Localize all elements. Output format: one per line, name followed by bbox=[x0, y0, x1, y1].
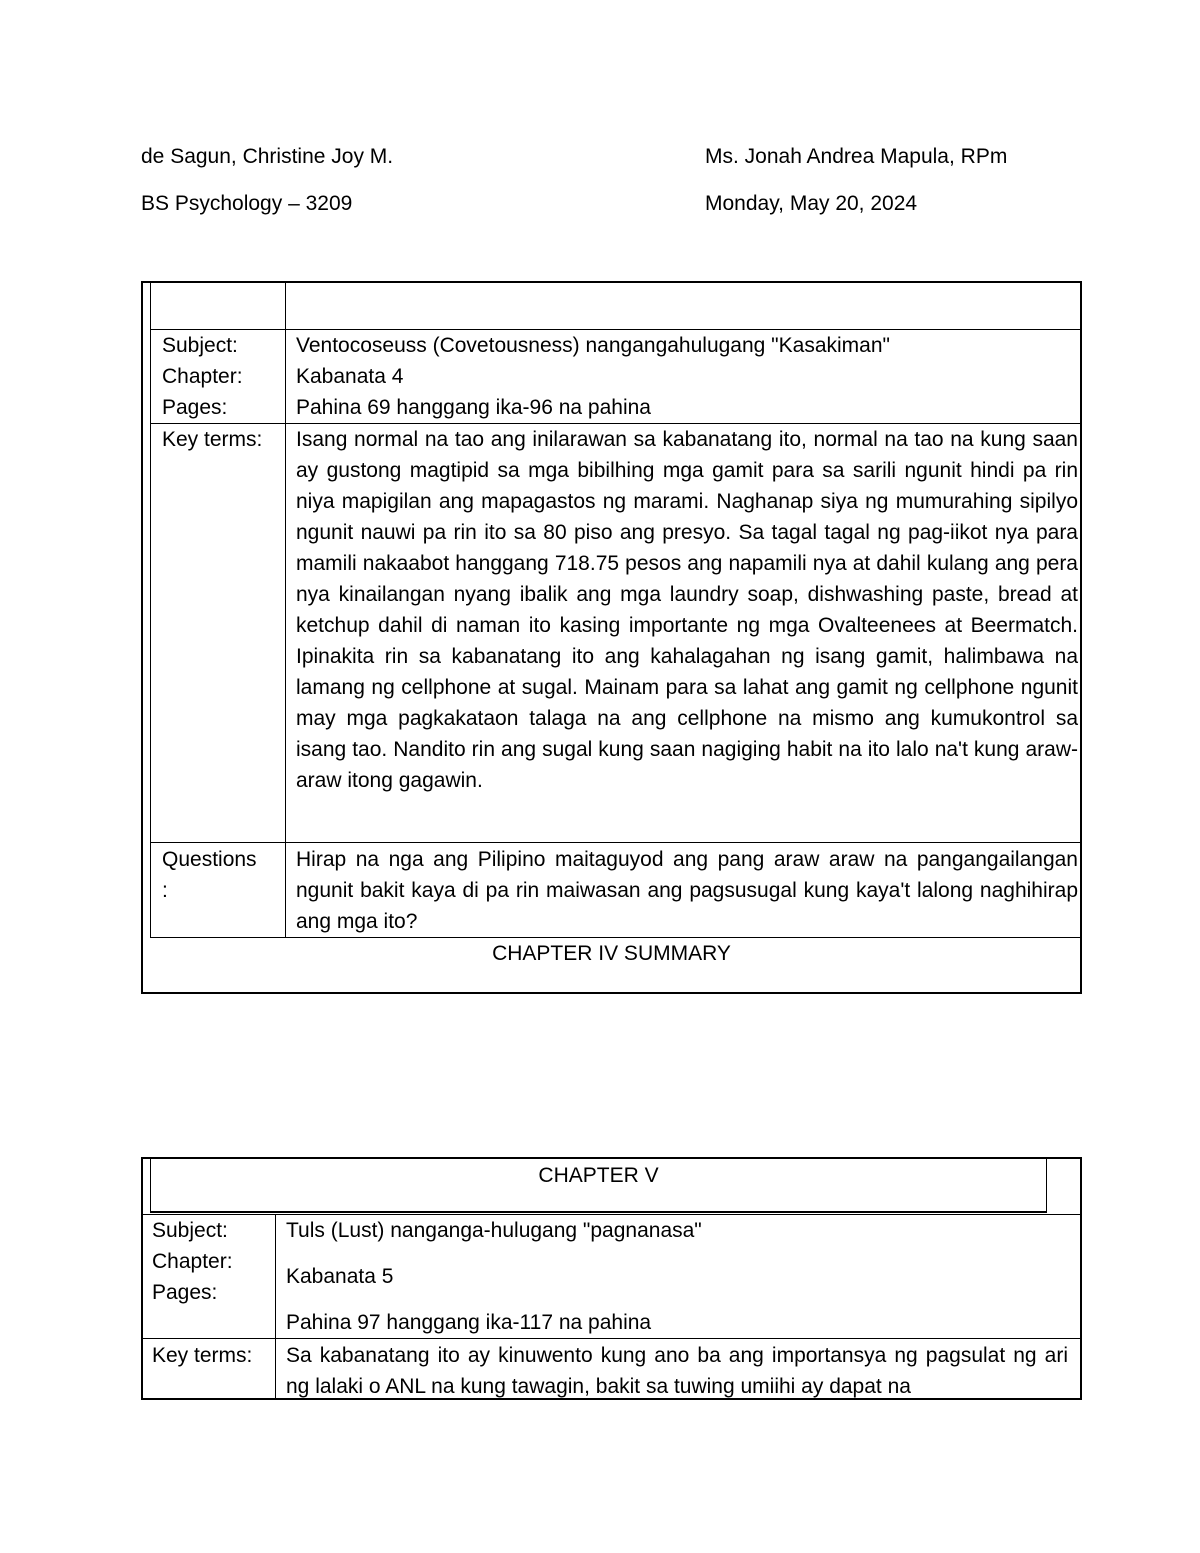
subject-label: Subject: bbox=[152, 1219, 228, 1242]
table-border bbox=[141, 281, 143, 994]
pages-label: Pages: bbox=[152, 1281, 218, 1304]
pages-value: Pahina 69 hanggang ika-96 na pahina bbox=[296, 396, 651, 419]
info-values bbox=[296, 330, 1076, 423]
table-border bbox=[1080, 1157, 1082, 1400]
info-labels bbox=[162, 330, 243, 423]
key-terms-text: Sa kabanatang ito ay kinuwento kung ano ba ang importansya ng pagsulat ng ari ng lalaki o ANL na kung tawagin, bakit sa tuwing umiihi ay dapat na bbox=[286, 1344, 1068, 1398]
table-border bbox=[141, 1338, 1082, 1339]
pages-label: Pages: bbox=[162, 396, 228, 419]
chapter-value: Kabanata 4 bbox=[296, 365, 404, 388]
info-values bbox=[286, 1215, 1076, 1338]
key-terms-label: Key terms: bbox=[162, 428, 263, 451]
table-border bbox=[285, 281, 286, 938]
subject-value: Tuls (Lust) nanganga-hulugang "pagnanasa" bbox=[286, 1219, 702, 1242]
chapter5-title: CHAPTER V bbox=[538, 1164, 659, 1187]
subject-value: Ventocoseuss (Covetousness) nangangahulugang "Kasakiman" bbox=[296, 334, 890, 357]
table-border bbox=[141, 1398, 1082, 1400]
table-border bbox=[141, 281, 1082, 283]
student-name: de Sagun, Christine Joy M. bbox=[141, 145, 394, 168]
program-section: BS Psychology – 3209 bbox=[141, 192, 353, 215]
info-labels bbox=[152, 1215, 233, 1308]
table-border bbox=[141, 1157, 143, 1400]
table-border bbox=[1046, 1157, 1047, 1213]
questions-label-text: Questions bbox=[162, 848, 257, 871]
table-border bbox=[141, 1157, 1082, 1159]
key-terms-text: Isang normal na tao ang inilarawan sa kabanatang ito, normal na tao na kung saan ay gustong magtipid sa mga bibilhing mga gamit para sa sarili ngunit hindi pa rin niya mapigilan ang mapagastos ng marami. Naghanap siya ng mumurahing sipilyo ngunit nauwi pa rin ito sa 80 piso ang presyo. Sa tagal tagal ng pag-iikot nya para mamili nakaabot hanggang 718.75 pesos ang napamili nya at dahil kulang ang pera nya kinailangan nyang ibalik ang mga laundry soap, dishwashing paste, bread at ketchup dahil di naman ito kasing importante ng mga Ovalteenees at Beermatch. Ipinakita rin sa kabanatang ito ang kahalagahan ng isang gamit, halimbawa na lamang ng cellphone at sugal. Mainam para sa lahat ang gamit ng cellphone ngunit may mga pagkakataon talaga na ang cellphone na mismo ang kumukontrol sa isang tao. Nandito rin ang sugal kung saan nagiging habit na ito lalo na't kung araw-araw itong gagawin. bbox=[296, 428, 1078, 792]
table-border bbox=[275, 1214, 276, 1400]
table-border bbox=[150, 842, 1082, 843]
questions-label bbox=[162, 844, 257, 906]
table-border bbox=[150, 281, 151, 938]
subject-label: Subject: bbox=[162, 334, 238, 357]
submission-date: Monday, May 20, 2024 bbox=[705, 192, 918, 215]
questions-label-colon: : bbox=[162, 879, 168, 902]
questions-text: Hirap na nga ang Pilipino maitaguyod ang pang araw araw na pangangailangan ngunit bakit kaya di pa rin maiwasan ang pagsusugal kung kaya't lalong naghihirap ang mga ito? bbox=[296, 848, 1078, 933]
pages-value: Pahina 97 hanggang ika-117 na pahina bbox=[286, 1311, 652, 1334]
chapter4-summary-title: CHAPTER IV SUMMARY bbox=[492, 942, 731, 965]
table-border bbox=[1080, 281, 1082, 994]
table-border bbox=[150, 1211, 1047, 1213]
chapter-label: Chapter: bbox=[162, 365, 243, 388]
chapter-value: Kabanata 5 bbox=[286, 1265, 394, 1288]
table-border bbox=[141, 992, 1082, 994]
key-terms-label: Key terms: bbox=[152, 1344, 253, 1367]
chapter-label: Chapter: bbox=[152, 1250, 233, 1273]
instructor-name: Ms. Jonah Andrea Mapula, RPm bbox=[705, 145, 1008, 168]
